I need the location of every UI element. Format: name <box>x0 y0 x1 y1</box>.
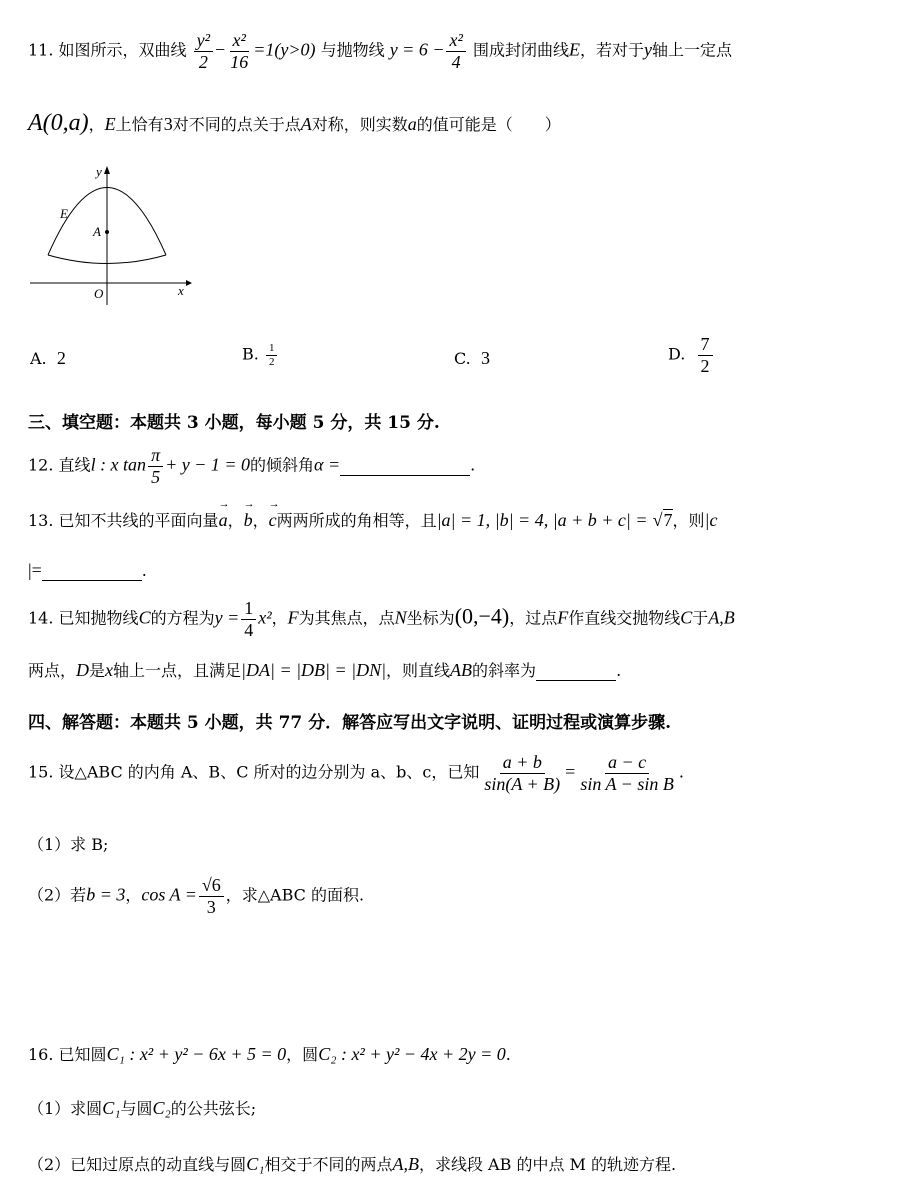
origin-label: O <box>94 286 104 301</box>
parabola-frac: $\frac{\text{x²}}{4}$ <box>446 30 465 72</box>
x-axis-arrow <box>186 280 192 286</box>
q13-answer-blank[interactable] <box>42 561 142 581</box>
point-A: A(0,a) <box>28 110 89 136</box>
q16-part1: （1）求圆C₁与圆C₂的公共弦长; <box>28 1098 257 1118</box>
q15-part2: （2）若b = 3，cos A = $\frac{√6}{3}$ ，求△ABC 的面积. <box>28 875 365 917</box>
y-label: y <box>96 164 102 179</box>
q11-line2: A(0,a)，E上恰有3对不同的点关于点A对称，则实数a的值可能是（ ） <box>28 110 561 136</box>
q11-number: 11. <box>28 40 54 60</box>
hyperbola-frac-x: $\frac{\text{x²}}{16}$ <box>230 30 249 72</box>
q16-part2: （2）已知过原点的动直线与圆C₁相交于不同的两点A,B，求线段 AB 的中点 M 的轨迹方程. <box>28 1154 677 1174</box>
q15-line: 15. 设△ABC 的内角 A、B、C 所对的边分别为 a、b、c，已知 $\frac{a + b}{\sin(A + B)}$ = $\frac{a - c}{\text{sin A − sin B}}$ . <box>28 752 684 794</box>
option-A[interactable]: A. 2 <box>30 348 66 368</box>
A-label: A <box>93 224 101 239</box>
hyperbola-rest: =1(y>0) <box>253 39 316 60</box>
point-A-dot <box>105 230 109 234</box>
q11-figure <box>28 160 198 310</box>
option-D[interactable]: D. $\frac{7}{2}$ <box>668 334 715 376</box>
y-axis-arrow <box>104 166 110 174</box>
q12-line: 12. 直线l : x tan $\frac{\pi}{5}$ + y − 1 = 0的倾斜角α = . <box>28 445 476 487</box>
option-C[interactable]: C. 3 <box>454 348 490 368</box>
q16-line: 16. 已知圆C₁ : x² + y² − 6x + 5 = 0，圆C₂ : x² + y² − 4x + 2y = 0. <box>28 1044 511 1064</box>
q14-line2: 两点，D是x轴上一点，且满足|DA| = |DB| = |DN|，则直线AB的斜率为 . <box>28 660 622 680</box>
q13-line1: 13. 已知不共线的平面向量→ a，→ b，→ c两两所成的角相等，且|a| = 1, |b| = 4, |a + b + c| = √7，则|c <box>28 508 887 531</box>
option-B[interactable]: B. $\frac{1}{2}$ <box>242 342 279 368</box>
hyperbola-frac-y: $\frac{\text{y²}}{2}$ <box>194 30 213 72</box>
section4-heading: 四、解答题：本题共 5 小题，共 77 分．解答应写出文字说明、证明过程或演算步骤. <box>28 713 672 733</box>
x-label: x <box>178 283 184 298</box>
q14-line1: 14. 已知抛物线C的方程为y = $\frac{1}{4}$ x²，F为其焦点，点N坐标为(0,−4)，过点F作直线交抛物线C于A,B <box>28 598 735 640</box>
q12-answer-blank[interactable] <box>340 456 470 476</box>
E-label: E <box>60 206 68 221</box>
section3-heading: 三、填空题：本题共 3 小题，每小题 5 分，共 15 分. <box>28 413 440 433</box>
q11-intro: 如图所示，双曲线 <box>58 40 187 60</box>
q15-part1: （1）求 B; <box>28 835 109 854</box>
q13-line2: |= . <box>28 560 147 580</box>
q14-answer-blank[interactable] <box>536 661 616 681</box>
q11-line1: 11. 如图所示，双曲线 $\frac{\text{y²}}{2}$ − $\frac{\text{x²}}{16}$ =1(y>0) 与抛物线 y = 6 − $\frac{\text{x²}}{4}$ 围成封闭曲线E，若对于y轴上一定点 <box>28 30 733 72</box>
